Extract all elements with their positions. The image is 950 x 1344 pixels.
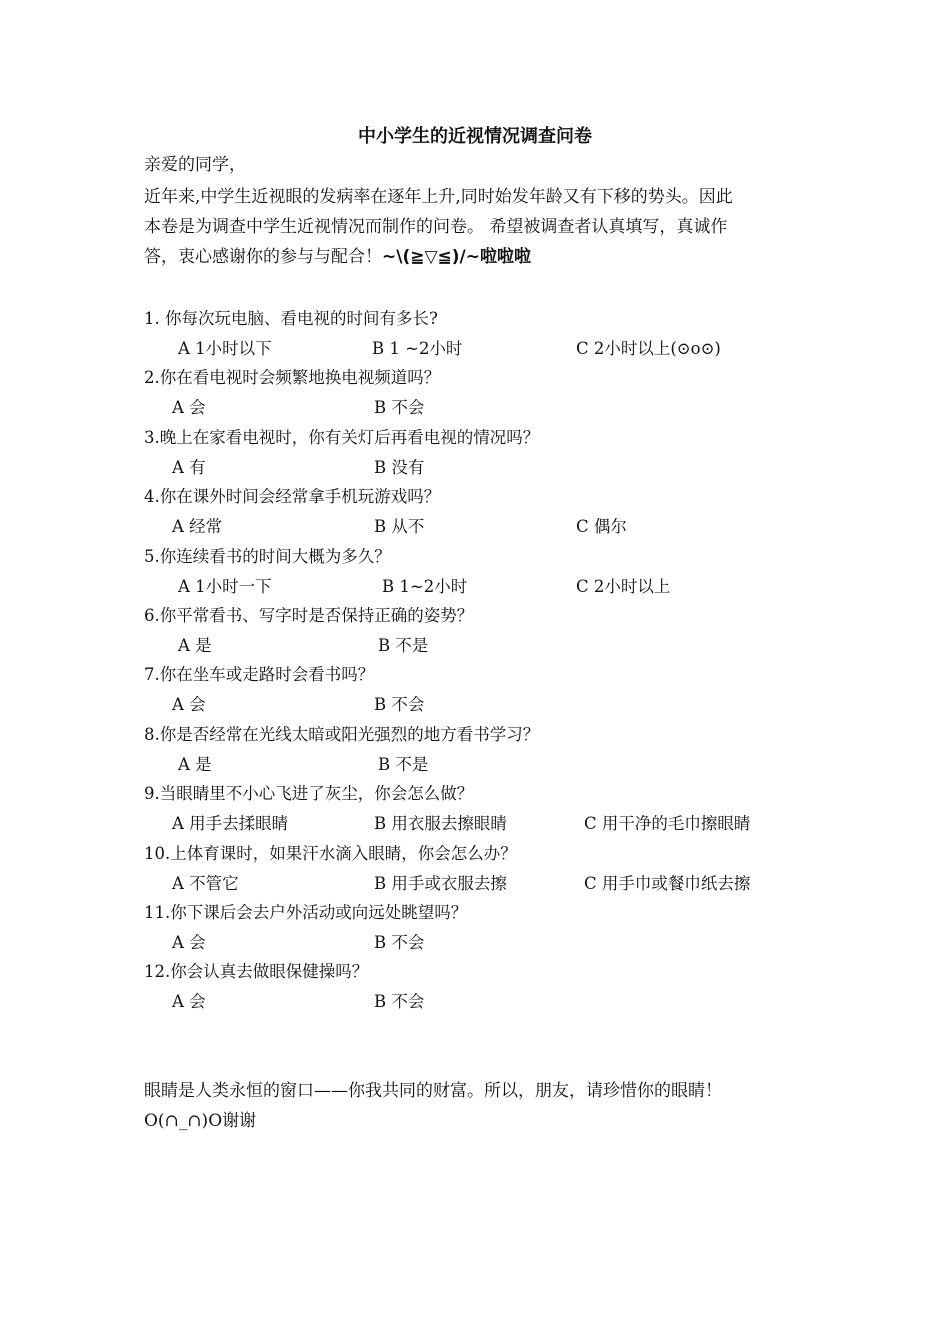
option-b[interactable]: B 用衣服去擦眼睛 — [374, 814, 507, 834]
question-text: 5.你连续看书的时间大概为多久？ — [144, 546, 391, 566]
option-a[interactable]: A 会 — [172, 992, 206, 1012]
option-c[interactable]: C 用干净的毛巾擦眼睛 — [584, 814, 751, 834]
option-b[interactable]: B 不会 — [374, 695, 425, 715]
option-a[interactable]: A 会 — [172, 932, 206, 952]
question-item — [144, 601, 824, 660]
intro-line-3 — [144, 242, 824, 272]
option-a[interactable]: A 有 — [172, 457, 206, 477]
greeting: 亲爱的同学， — [144, 155, 246, 175]
option-a[interactable]: A 经常 — [172, 517, 223, 537]
question-text: 8.你是否经常在光线太暗或阳光强烈的地方看书学习？ — [144, 724, 540, 744]
option-b[interactable]: B 1~2小时 — [382, 576, 468, 596]
option-a[interactable]: A 1小时一下 — [178, 576, 272, 596]
question-text: 11.你下课后会去户外活动或向远处眺望吗？ — [144, 902, 468, 922]
question-item — [144, 423, 824, 482]
option-a[interactable]: A 不管它 — [172, 873, 239, 893]
option-c[interactable]: C 用手巾或餐巾纸去擦 — [584, 873, 751, 893]
question-item — [144, 957, 824, 1016]
option-c[interactable]: C 2小时以上(⊙o⊙) — [576, 339, 721, 358]
question-text: 4.你在课外时间会经常拿手机玩游戏吗？ — [144, 487, 441, 507]
option-b[interactable]: B 用手或衣服去擦 — [374, 873, 507, 893]
option-b[interactable]: B 不会 — [374, 932, 425, 952]
question-text: 1. 你每次玩电脑、看电视的时间有多长? — [144, 309, 438, 328]
option-b[interactable]: B 不会 — [374, 398, 425, 418]
option-b[interactable]: B 没有 — [374, 457, 425, 477]
option-b[interactable]: B 不是 — [378, 754, 429, 774]
question-item — [144, 779, 824, 838]
question-text: 12.你会认真去做眼保健操吗？ — [144, 962, 369, 982]
intro-line-1: 近年来,中学生近视眼的发病率在逐年上升,同时始发年龄又有下移的势头。因此 — [144, 187, 733, 207]
option-a[interactable]: A 会 — [172, 398, 206, 418]
option-a[interactable]: A 1小时以下 — [178, 339, 272, 358]
option-c[interactable]: C 2小时以上 — [576, 576, 671, 596]
option-a[interactable]: A 会 — [172, 695, 206, 715]
option-a[interactable]: A 是 — [178, 635, 212, 655]
option-a[interactable]: A 是 — [178, 754, 212, 774]
intro-paragraph — [144, 182, 824, 272]
question-item — [144, 363, 824, 422]
closing-paragraph — [144, 1076, 824, 1136]
question-item — [144, 660, 824, 719]
option-b[interactable]: B 从不 — [374, 517, 425, 537]
question-item — [144, 482, 824, 541]
question-list — [144, 304, 824, 1017]
question-text: 6.你平常看书、写字时是否保持正确的姿势？ — [144, 605, 474, 625]
question-item — [144, 898, 824, 957]
option-c[interactable]: C 偶尔 — [576, 517, 627, 537]
question-item — [144, 304, 824, 363]
question-text: 2.你在看电视时会频繁地换电视频道吗？ — [144, 368, 441, 388]
question-item — [144, 839, 824, 898]
question-text: 9.当眼睛里不小心飞进了灰尘，你会怎么做？ — [144, 784, 474, 804]
option-b[interactable]: B 不会 — [374, 992, 425, 1012]
intro-emoticon: ~\(≧▽≦)/~啦啦啦 — [382, 247, 532, 267]
question-text: 10.上体育课时，如果汗水滴入眼睛，你会怎么办？ — [144, 843, 517, 863]
page-title: 中小学生的近视情况调查问卷 — [358, 126, 592, 147]
option-b[interactable]: B 1 ~2小时 — [372, 339, 463, 358]
question-text: 7.你在坐车或走路时会看书吗？ — [144, 665, 375, 685]
intro-line-3-text: 答，衷心感谢你的参与与配合！ — [144, 247, 382, 267]
option-a[interactable]: A 用手去揉眼睛 — [172, 814, 289, 834]
question-text: 3.晚上在家看电视时，你有关灯后再看电视的情况吗？ — [144, 427, 540, 447]
intro-line-2: 本卷是为调查中学生近视情况而制作的问卷。 希望被调查者认真填写，真诚作 — [144, 217, 728, 237]
closing-line-1: 眼睛是人类永恒的窗口——你我共同的财富。所以，朋友，请珍惜你的眼睛！ — [144, 1081, 722, 1101]
closing-line-2: O(∩_∩)O谢谢 — [144, 1111, 257, 1131]
option-b[interactable]: B 不是 — [378, 635, 429, 655]
question-item — [144, 720, 824, 779]
question-item — [144, 542, 824, 601]
